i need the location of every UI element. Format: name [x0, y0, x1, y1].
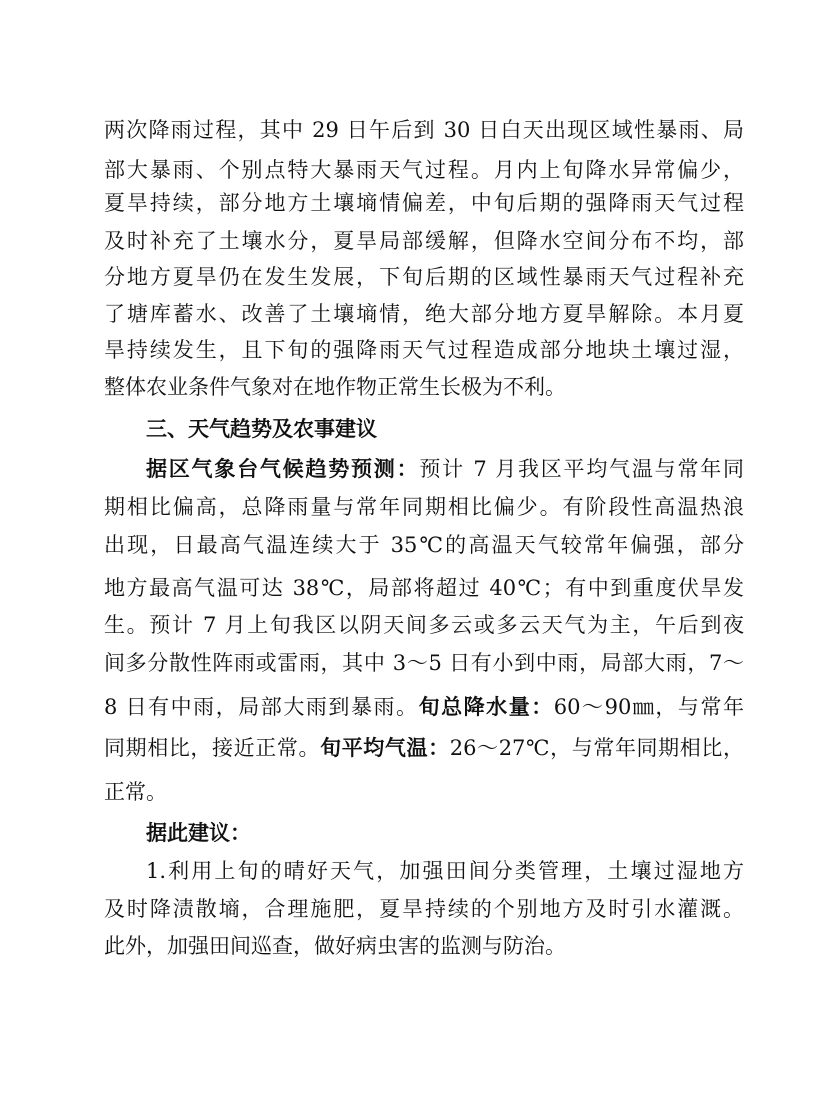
para2-line2: 期相比偏高，总降雨量与常年同期相比偏少。有阶段性高温热浪 — [104, 495, 744, 519]
para2-line7 — [104, 692, 744, 722]
para2-line1-text: 预计 7 月我区平均气温与常年同 — [419, 457, 745, 481]
para1-line3: 夏旱持续，部分地方土壤墒情偏差，中旬后期的强降雨天气过程 — [104, 191, 744, 215]
para2-line1 — [146, 454, 744, 484]
para2-line7-text-a: 8 日有中雨，局部大雨到暴雨。 — [104, 695, 419, 719]
para3-line1: 1.利用上旬的晴好天气，加强田间分类管理，土壤过湿地方 — [146, 859, 744, 883]
para3-line3: 此外，加强田间巡查，做好病虫害的监测与防治。 — [104, 934, 566, 958]
para3-line2: 及时降渍散墒，合理施肥，夏旱持续的个别地方及时引水灌溉。 — [104, 897, 744, 921]
section-heading: 三、天气趋势及农事建议 — [146, 417, 377, 441]
para1-line5: 分地方夏旱仍在发生发展，下旬后期的区域性暴雨天气过程补充 — [104, 265, 744, 289]
para1-line7: 旱持续发生，且下旬的强降雨天气过程造成部分地块土壤过湿， — [104, 338, 744, 362]
para1-line8: 整体农业条件气象对在地作物正常生长极为不利。 — [104, 375, 566, 399]
para2-line4: 地方最高气温可达 38℃，局部将超过 40℃；有中到重度伏旱发 — [104, 576, 744, 600]
para2-line7-text-b: 60～90㎜，与常年 — [553, 695, 744, 719]
forecast-lead: 据区气象台气候趋势预测： — [146, 456, 420, 481]
para1-line1: 两次降雨过程，其中 29 日午后到 30 日白天出现区域性暴雨、局 — [104, 118, 744, 142]
rainfall-label: 旬总降水量： — [418, 694, 554, 719]
para2-line8-text-a: 同期相比，接近正常。 — [104, 736, 321, 760]
para1-line6: 了塘库蓄水、改善了土壤墒情，绝大部分地方夏旱解除。本月夏 — [104, 302, 744, 326]
para1-line2: 部大暴雨、个别点特大暴雨天气过程。月内上旬降水异常偏少， — [104, 158, 744, 182]
para2-line9: 正常。 — [104, 780, 167, 804]
para2-line3: 出现，日最高气温连续大于 35℃的高温天气较常年偏强，部分 — [104, 533, 744, 557]
para2-line8-text-b: 26～27℃，与常年同期相比， — [449, 736, 744, 760]
para1-line4: 及时补充了土壤水分，夏旱局部缓解，但降水空间分布不均，部 — [104, 229, 744, 253]
para2-line6: 间多分散性阵雨或雷雨，其中 3～5 日有小到中雨，局部大雨，7～ — [104, 651, 744, 675]
para2-line5: 生。预计 7 月上旬我区以阴天间多云或多云天气为主，午后到夜 — [104, 613, 744, 637]
temperature-label: 旬平均气温： — [320, 735, 450, 760]
para2-line8 — [104, 733, 744, 763]
advice-heading: 据此建议： — [146, 820, 251, 845]
